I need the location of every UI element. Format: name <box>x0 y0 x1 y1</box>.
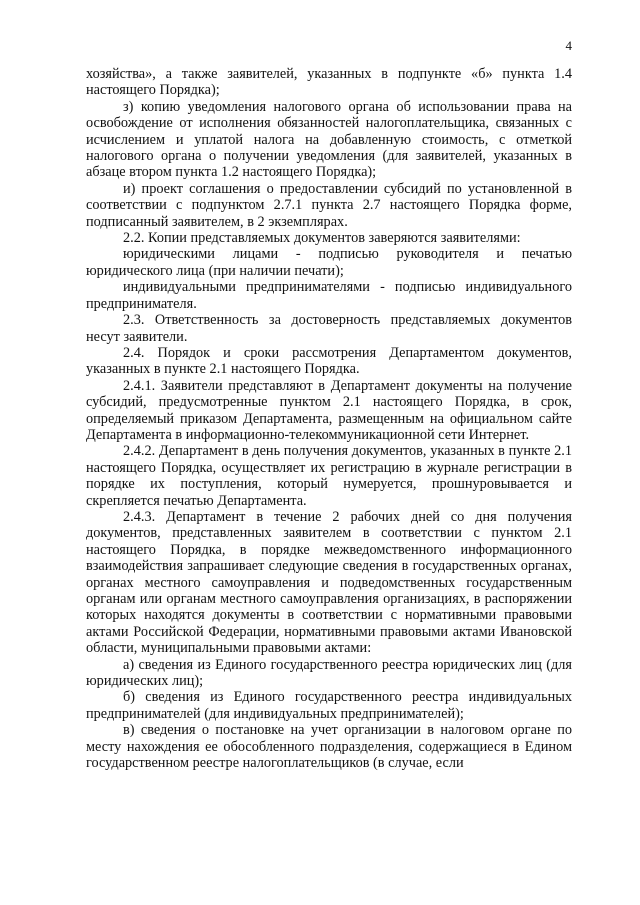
paragraph-2-4-1: 2.4.1. Заявители представляют в Департамент документы на получение субсидий, предусмотренные пунктом 2.1 настоящего Порядка, в срок, определяемый приказом Департамента, размещенным на официальном сайте Департамента в информационно-телекоммуникационной сети Интернет. <box>86 377 572 443</box>
paragraph-item-v: в) сведения о постановке на учет организации в налоговом органе по месту нахождения ее обособленного подразделения, содержащиеся в Едином государственном реестре налогоплательщиков (в случае, если <box>86 722 572 772</box>
paragraph-2-4-2: 2.4.2. Департамент в день получения документов, указанных в пункте 2.1 настоящего Порядка, осуществляет их регистрацию в журнале регистрации в порядке их поступления, который нумеруется, прошнуровывается и скрепляется печатью Департамента. <box>86 443 572 509</box>
paragraph-item-a: а) сведения из Единого государственного реестра юридических лиц (для юридических лиц); <box>86 656 572 690</box>
paragraph-item-i: и) проект соглашения о предоставлении субсидий по установленной в соответствии с подпунктом 2.7.1 пункта 2.7 настоящего Порядка форме, подписанный заявителем, в 2 экземплярах. <box>86 180 572 230</box>
paragraph-2-4-3: 2.4.3. Департамент в течение 2 рабочих дней со дня получения документов, представленных заявителем в соответствии с пунктом 2.1 настоящего Порядка, в порядке межведомственного информационного взаимодействия запрашивает следующие сведения в государственных органах, органах местного самоуправления и подведомственных государственным органам или органам местного самоуправления организациях, в распоряжении которых находятся документы в соответствии с нормативными правовыми актами Российской Федерации, нормативными правовыми актами Ивановской области, муниципальными правовыми актами: <box>86 508 572 657</box>
document-body <box>86 66 572 771</box>
paragraph-item-z: з) копию уведомления налогового органа об использовании права на освобождение от исполнения обязанностей налогоплательщика, связанных с исчислением и уплатой налога на добавленную стоимость, с отметкой налогового органа о получении уведомления (для заявителей, указанных в абзаце втором пункта 1.2 настоящего Порядка); <box>86 98 572 181</box>
paragraph-legal-entities: юридическими лицами - подписью руководителя и печатью юридического лица (при наличии печати); <box>86 246 572 279</box>
paragraph-2-4: 2.4. Порядок и сроки рассмотрения Департаментом документов, указанных в пункте 2.1 настоящего Порядка. <box>86 344 572 378</box>
paragraph-continuation: хозяйства», а также заявителей, указанных в подпункте «б» пункта 1.4 настоящего Порядка); <box>86 66 572 99</box>
paragraph-entrepreneurs: индивидуальными предпринимателями - подписью индивидуального предпринимателя. <box>86 279 572 312</box>
page-number: 4 <box>565 38 572 53</box>
paragraph-2-3: 2.3. Ответственность за достоверность представляемых документов несут заявители. <box>86 312 572 345</box>
paragraph-item-b: б) сведения из Единого государственного реестра индивидуальных предпринимателей (для индивидуальных предпринимателей); <box>86 689 572 722</box>
paragraph-2-2: 2.2. Копии представляемых документов заверяются заявителями: <box>123 230 521 247</box>
